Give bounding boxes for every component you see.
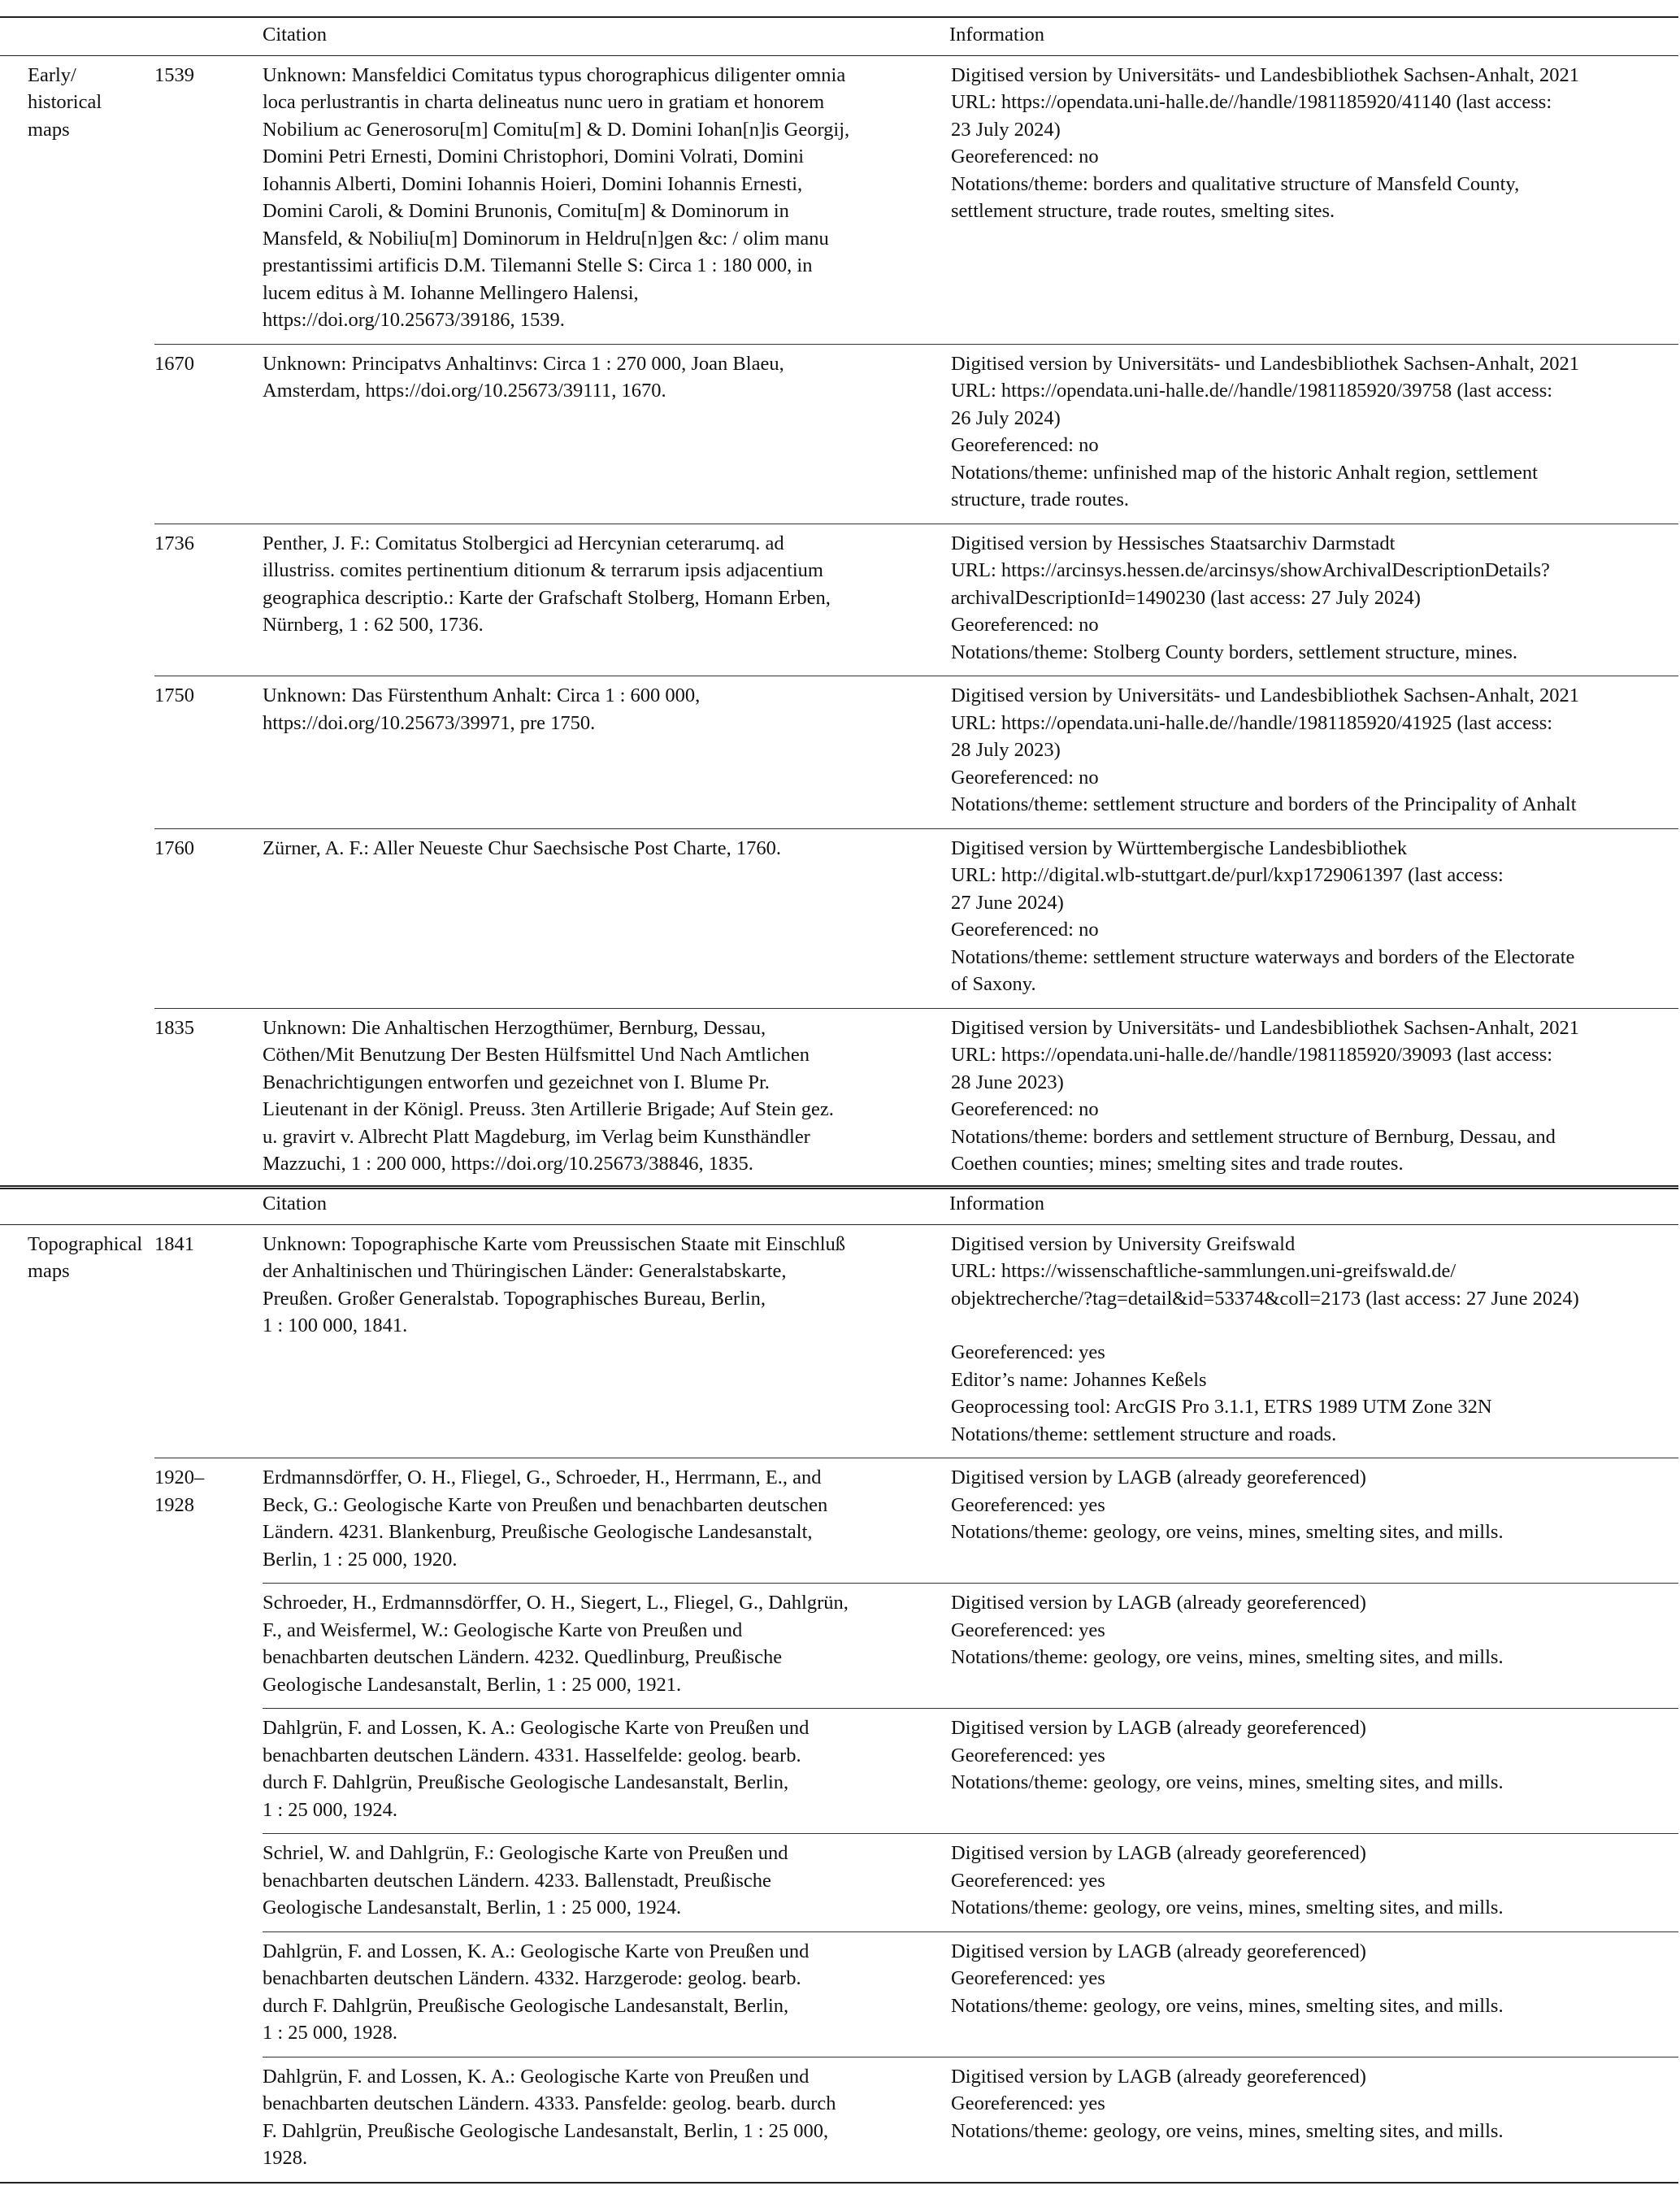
text-line: Georeferenced: yes xyxy=(951,1341,1105,1363)
text-line: Georeferenced: yes xyxy=(951,1493,1105,1516)
text-line: Digitised version by Universitäts- und Landesbibliothek Sachsen-Anhalt, 2021 xyxy=(951,1016,1579,1039)
text-line: Digitised version by Universitäts- und Landesbibliothek Sachsen-Anhalt, 2021 xyxy=(951,352,1579,375)
text-line: Digitised version by LAGB (already georeferenced) xyxy=(951,1940,1366,1962)
citation-header: Citation xyxy=(263,1186,949,1224)
year-cell xyxy=(154,1008,263,1188)
text-line: Notations/theme: borders and qualitative structure of Mansfeld County, xyxy=(951,172,1520,195)
text-line: URL: https://opendata.uni-halle.de//handle/1981185920/41925 (last access: xyxy=(951,711,1553,734)
table-row xyxy=(0,1458,1678,1584)
text-line: Notations/theme: geology, ore veins, mines, smelting sites, and mills. xyxy=(951,1646,1504,1668)
text-line: Notations/theme: borders and settlement structure of Bernburg, Dessau, and xyxy=(951,1125,1556,1148)
text-line: Cöthen/Mit Benutzung Der Besten Hülfsmittel Und Nach Amtlichen xyxy=(263,1044,810,1066)
text-line: Early/ xyxy=(28,63,76,86)
category-cell xyxy=(0,828,154,1008)
text-line: URL: https://opendata.uni-halle.de//handle/1981185920/41140 (last access: xyxy=(951,91,1552,113)
information-cell xyxy=(949,55,1678,344)
text-line: der Anhaltinischen und Thüringischen Länder: Generalstabskarte, xyxy=(263,1260,787,1282)
text-line: Schriel, W. and Dahlgrün, F.: Geologische Karte von Preußen und xyxy=(263,1842,788,1864)
table-row xyxy=(0,344,1678,524)
text-line: of Saxony. xyxy=(951,973,1036,995)
category-cell xyxy=(0,524,154,676)
text-line: 1928 xyxy=(154,1493,194,1516)
text-line: Digitised version by LAGB (already georeferenced) xyxy=(951,1717,1366,1739)
text-line: loca perlustrantis in charta delineatus nunc uero in gratiam et honorem xyxy=(263,91,825,113)
information-cell xyxy=(949,828,1678,1008)
text-line: Domini Petri Ernesti, Domini Christophori, Domini Volrati, Domini xyxy=(263,146,805,167)
information-cell xyxy=(949,1008,1678,1188)
text-line: Digitised version by LAGB (already georeferenced) xyxy=(951,1592,1366,1614)
text-line: URL: http://digital.wlb-stuttgart.de/purl/kxp1729061397 (last access: xyxy=(951,864,1504,886)
text-line: u. gravirt v. Albrecht Platt Magdeburg, im Verlag beim Kunsthändler xyxy=(263,1125,810,1148)
text-line: Penther, J. F.: Comitatus Stolbergici ad Hercynian ceterarumq. ad xyxy=(263,532,784,554)
text-line: Editor’s name: Johannes Keßels xyxy=(951,1368,1207,1391)
topographical-maps-table xyxy=(0,1185,1678,2183)
text-line: F. Dahlgrün, Preußische Geologische Landesanstalt, Berlin, 1 : 25 000, xyxy=(263,2119,829,2142)
text-line: Schroeder, H., Erdmannsdörffer, O. H., Siegert, L., Fliegel, G., Dahlgrün, xyxy=(263,1592,849,1614)
text-line: Digitised version by University Greifswald xyxy=(951,1232,1296,1255)
text-line: Digitised version by Württembergische Landesbibliothek xyxy=(951,836,1408,859)
text-line: Nürnberg, 1 : 62 500, 1736. xyxy=(263,614,484,636)
text-line: https://doi.org/10.25673/39186, 1539. xyxy=(263,309,565,331)
category-cell xyxy=(0,676,154,829)
citation-cell xyxy=(263,1584,949,1709)
category-cell xyxy=(0,1224,154,1458)
table-row xyxy=(0,1584,1678,1709)
text-line: Dahlgrün, F. and Lossen, K. A.: Geologische Karte von Preußen und xyxy=(263,2065,810,2088)
information-cell xyxy=(949,1834,1678,1932)
citation-cell xyxy=(263,344,949,524)
text-line: Geologische Landesanstalt, Berlin, 1 : 25 000, 1921. xyxy=(263,1673,682,1696)
citation-cell xyxy=(263,524,949,676)
text-line: durch F. Dahlgrün, Preußische Geologische Landesanstalt, Berlin, xyxy=(263,1771,789,1793)
text-line: durch F. Dahlgrün, Preußische Geologische Landesanstalt, Berlin, xyxy=(263,1994,789,2017)
citation-cell xyxy=(263,55,949,344)
text-line: 1920– xyxy=(154,1467,205,1488)
table-header-row xyxy=(0,17,1678,55)
text-line: Georeferenced: no xyxy=(951,434,1099,456)
text-line: Ländern. 4231. Blankenburg, Preußische Geologische Landesanstalt, xyxy=(263,1521,813,1543)
information-cell xyxy=(949,524,1678,676)
year-cell xyxy=(154,1458,263,1584)
historical-maps-table xyxy=(0,16,1678,1189)
text-line: illustriss. comites pertinentium ditionum & terrarum ipsis adjacentium xyxy=(263,559,823,581)
text-line: 1750 xyxy=(154,684,194,706)
text-line: Notations/theme: geology, ore veins, mines, smelting sites, and mills. xyxy=(951,1897,1504,1918)
citation-cell xyxy=(263,1834,949,1932)
citation-cell xyxy=(263,1931,949,2057)
information-cell xyxy=(949,344,1678,524)
text-line xyxy=(951,1312,1678,1339)
text-line: 1 : 100 000, 1841. xyxy=(263,1314,408,1336)
text-line: Erdmannsdörffer, O. H., Fliegel, G., Schroeder, H., Herrmann, E., and xyxy=(263,1467,822,1488)
table-header-row xyxy=(0,1186,1678,1224)
text-line: Dahlgrün, F. and Lossen, K. A.: Geologische Karte von Preußen und xyxy=(263,1717,810,1739)
year-cell xyxy=(154,1931,263,2057)
text-line: Georeferenced: yes xyxy=(951,1869,1105,1892)
text-line: maps xyxy=(28,1260,70,1282)
text-line: URL: https://wissenschaftliche-sammlungen.uni-greifswald.de/ xyxy=(951,1260,1456,1282)
text-line: benachbarten deutschen Ländern. 4332. Harzgerode: geolog. bearb. xyxy=(263,1967,801,1989)
information-header: Information xyxy=(949,17,1678,55)
text-line: archivalDescriptionId=1490230 (last access: 27 July 2024) xyxy=(951,586,1421,609)
table-row xyxy=(0,828,1678,1008)
topographical-maps-body xyxy=(0,1186,1678,2183)
text-line: Georeferenced: no xyxy=(951,766,1099,789)
text-line: Georeferenced: no xyxy=(951,614,1099,636)
year-cell xyxy=(154,55,263,344)
text-line: Unknown: Topographische Karte vom Preussischen Staate mit Einschluß xyxy=(263,1232,846,1255)
text-line: Georeferenced: no xyxy=(951,146,1099,167)
text-line: Notations/theme: Stolberg County borders, settlement structure, mines. xyxy=(951,641,1518,663)
category-cell xyxy=(0,1931,154,2057)
citation-header: Citation xyxy=(263,17,949,55)
table-row xyxy=(0,1709,1678,1834)
text-line: Unknown: Principatvs Anhaltinvs: Circa 1 : 270 000, Joan Blaeu, xyxy=(263,352,784,375)
text-line: 1736 xyxy=(154,532,194,554)
table-row xyxy=(0,1008,1678,1188)
table-row xyxy=(0,2057,1678,2183)
citation-cell xyxy=(263,1008,949,1188)
table-row xyxy=(0,55,1678,344)
text-line: structure, trade routes. xyxy=(951,489,1130,511)
information-cell xyxy=(949,1931,1678,2057)
text-line: Digitised version by Universitäts- und Landesbibliothek Sachsen-Anhalt, 2021 xyxy=(951,684,1579,706)
citation-cell xyxy=(263,1458,949,1584)
text-line: Topographical xyxy=(28,1232,143,1255)
information-header: Information xyxy=(949,1186,1678,1224)
text-line: Berlin, 1 : 25 000, 1920. xyxy=(263,1548,458,1571)
text-line: 1670 xyxy=(154,352,194,375)
table-row xyxy=(0,524,1678,676)
text-line: Geoprocessing tool: ArcGIS Pro 3.1.1, ETRS 1989 UTM Zone 32N xyxy=(951,1396,1492,1418)
text-line: historical xyxy=(28,91,102,113)
text-line: Digitised version by Universitäts- und Landesbibliothek Sachsen-Anhalt, 2021 xyxy=(951,63,1579,86)
text-line: 1928. xyxy=(263,2147,308,2169)
text-line: URL: https://opendata.uni-halle.de//handle/1981185920/39093 (last access: xyxy=(951,1044,1553,1066)
table-row xyxy=(0,1834,1678,1932)
text-line: Georeferenced: yes xyxy=(951,1744,1105,1766)
text-line: Nobilium ac Generosoru[m] Comitu[m] & D. Domini Iohan[n]is Georgij, xyxy=(263,118,850,141)
text-line: Unknown: Die Anhaltischen Herzogthümer, Bernburg, Dessau, xyxy=(263,1016,766,1039)
text-line: Digitised version by LAGB (already georeferenced) xyxy=(951,1842,1366,1864)
category-cell xyxy=(0,1008,154,1188)
text-line: benachbarten deutschen Ländern. 4232. Quedlinburg, Preußische xyxy=(263,1646,783,1668)
text-line: Notations/theme: settlement structure waterways and borders of the Electorate xyxy=(951,945,1575,968)
year-cell xyxy=(154,1834,263,1932)
text-line: 1 : 25 000, 1924. xyxy=(263,1798,398,1821)
text-line: benachbarten deutschen Ländern. 4331. Hasselfelde: geolog. bearb. xyxy=(263,1744,801,1766)
year-cell xyxy=(154,828,263,1008)
text-line: Digitised version by LAGB (already georeferenced) xyxy=(951,1467,1366,1488)
text-line: Zürner, A. F.: Aller Neueste Chur Saechsische Post Charte, 1760. xyxy=(263,836,782,859)
text-line: Digitised version by LAGB (already georeferenced) xyxy=(951,2065,1366,2088)
text-line: Unknown: Mansfeldici Comitatus typus chorographicus diligenter omnia xyxy=(263,63,846,86)
text-line: Amsterdam, https://doi.org/10.25673/39111, 1670. xyxy=(263,380,666,402)
category-cell xyxy=(0,1458,154,1584)
text-line: 1539 xyxy=(154,63,194,86)
citation-cell xyxy=(263,1709,949,1834)
text-line: Notations/theme: settlement structure and borders of the Principality of Anhalt xyxy=(951,793,1577,815)
text-line: Georeferenced: no xyxy=(951,919,1099,941)
category-cell xyxy=(0,1834,154,1932)
text-line: F., and Weisfermel, W.: Geologische Karte von Preußen und xyxy=(263,1619,743,1641)
text-line: Mansfeld, & Nobiliu[m] Dominorum in Heldru[n]gen &c: / olim manu xyxy=(263,227,829,250)
text-line: Beck, G.: Geologische Karte von Preußen und benachbarten deutschen xyxy=(263,1493,828,1516)
information-cell xyxy=(949,2057,1678,2183)
information-cell xyxy=(949,1584,1678,1709)
text-line: Georeferenced: yes xyxy=(951,1619,1105,1641)
year-cell xyxy=(154,344,263,524)
information-cell xyxy=(949,1224,1678,1458)
text-line: 26 July 2024) xyxy=(951,406,1061,429)
year-cell xyxy=(154,1584,263,1709)
information-cell xyxy=(949,676,1678,829)
text-line: Notations/theme: geology, ore veins, mines, smelting sites, and mills. xyxy=(951,1771,1504,1793)
text-line: 28 June 2023) xyxy=(951,1071,1064,1093)
text-line: Geologische Landesanstalt, Berlin, 1 : 25 000, 1924. xyxy=(263,1897,682,1918)
text-line: Digitised version by Hessisches Staatsarchiv Darmstadt xyxy=(951,532,1396,554)
text-line: 1 : 25 000, 1928. xyxy=(263,2022,398,2044)
category-cell xyxy=(0,344,154,524)
text-line: Notations/theme: geology, ore veins, mines, smelting sites, and mills. xyxy=(951,1994,1504,2017)
text-line: 1835 xyxy=(154,1016,194,1039)
text-line: Domini Caroli, & Domini Brunonis, Comitu[m] & Dominorum in xyxy=(263,200,789,222)
text-line: Dahlgrün, F. and Lossen, K. A.: Geologische Karte von Preußen und xyxy=(263,1940,810,1962)
text-line: URL: https://arcinsys.hessen.de/arcinsys/showArchivalDescriptionDetails? xyxy=(951,559,1550,581)
text-line: Notations/theme: unfinished map of the historic Anhalt region, settlement xyxy=(951,461,1538,484)
text-line: lucem editus à M. Iohanne Mellingero Halensi, xyxy=(263,281,639,304)
text-line: geographica descriptio.: Karte der Grafschaft Stolberg, Homann Erben, xyxy=(263,586,831,609)
table-row xyxy=(0,676,1678,829)
text-line: Unknown: Das Fürstenthum Anhalt: Circa 1 : 600 000, xyxy=(263,684,701,706)
citation-cell xyxy=(263,2057,949,2183)
text-line: URL: https://opendata.uni-halle.de//handle/1981185920/39758 (last access: xyxy=(951,380,1553,402)
text-line: 1760 xyxy=(154,836,194,859)
text-line: Coethen counties; mines; smelting sites and trade routes. xyxy=(951,1153,1404,1175)
category-cell xyxy=(0,55,154,344)
table-row xyxy=(0,1931,1678,2057)
year-cell xyxy=(154,1224,263,1458)
year-cell xyxy=(154,2057,263,2183)
citation-cell xyxy=(263,828,949,1008)
information-cell xyxy=(949,1458,1678,1584)
text-line: maps xyxy=(28,118,70,141)
text-line: Mazzuchi, 1 : 200 000, https://doi.org/10.25673/38846, 1835. xyxy=(263,1153,753,1175)
text-line: benachbarten deutschen Ländern. 4333. Pansfelde: geolog. bearb. durch xyxy=(263,2092,836,2114)
text-line: 28 July 2023) xyxy=(951,739,1061,761)
text-line: 23 July 2024) xyxy=(951,118,1061,141)
text-line: Georeferenced: yes xyxy=(951,1967,1105,1989)
text-line: Lieutenant in der Königl. Preuss. 3ten Artillerie Brigade; Auf Stein gez. xyxy=(263,1098,834,1120)
category-cell xyxy=(0,1584,154,1709)
information-cell xyxy=(949,1709,1678,1834)
text-line: Notations/theme: geology, ore veins, mines, smelting sites, and mills. xyxy=(951,1521,1504,1543)
text-line: Iohannis Alberti, Domini Iohannis Hoieri, Domini Iohannis Ernesti, xyxy=(263,172,803,195)
category-cell xyxy=(0,1709,154,1834)
year-cell xyxy=(154,1709,263,1834)
year-cell xyxy=(154,676,263,829)
text-line: Notations/theme: settlement structure and roads. xyxy=(951,1423,1337,1445)
text-line: settlement structure, trade routes, smelting sites. xyxy=(951,200,1335,222)
text-line: Notations/theme: geology, ore veins, mines, smelting sites, and mills. xyxy=(951,2119,1504,2142)
table-row xyxy=(0,1224,1678,1458)
text-line: Georeferenced: yes xyxy=(951,2092,1105,2114)
text-line: Benachrichtigungen entworfen und gezeichnet von I. Blume Pr. xyxy=(263,1071,770,1093)
text-line: 1841 xyxy=(154,1232,194,1255)
text-line: objektrecherche/?tag=detail&id=53374&coll=2173 (last access: 27 June 2024) xyxy=(951,1287,1579,1310)
historical-maps-body xyxy=(0,17,1678,1188)
citation-cell xyxy=(263,676,949,829)
text-line: Preußen. Großer Generalstab. Topographisches Bureau, Berlin, xyxy=(263,1287,766,1310)
text-line: Georeferenced: no xyxy=(951,1098,1099,1120)
category-cell xyxy=(0,2057,154,2183)
text-line: prestantissimi artificis D.M. Tilemanni Stelle S: Circa 1 : 180 000, in xyxy=(263,254,813,276)
citation-cell xyxy=(263,1224,949,1458)
text-line: benachbarten deutschen Ländern. 4233. Ballenstadt, Preußische xyxy=(263,1869,771,1892)
year-cell xyxy=(154,524,263,676)
text-line: https://doi.org/10.25673/39971, pre 1750. xyxy=(263,711,596,734)
text-line: 27 June 2024) xyxy=(951,891,1064,914)
